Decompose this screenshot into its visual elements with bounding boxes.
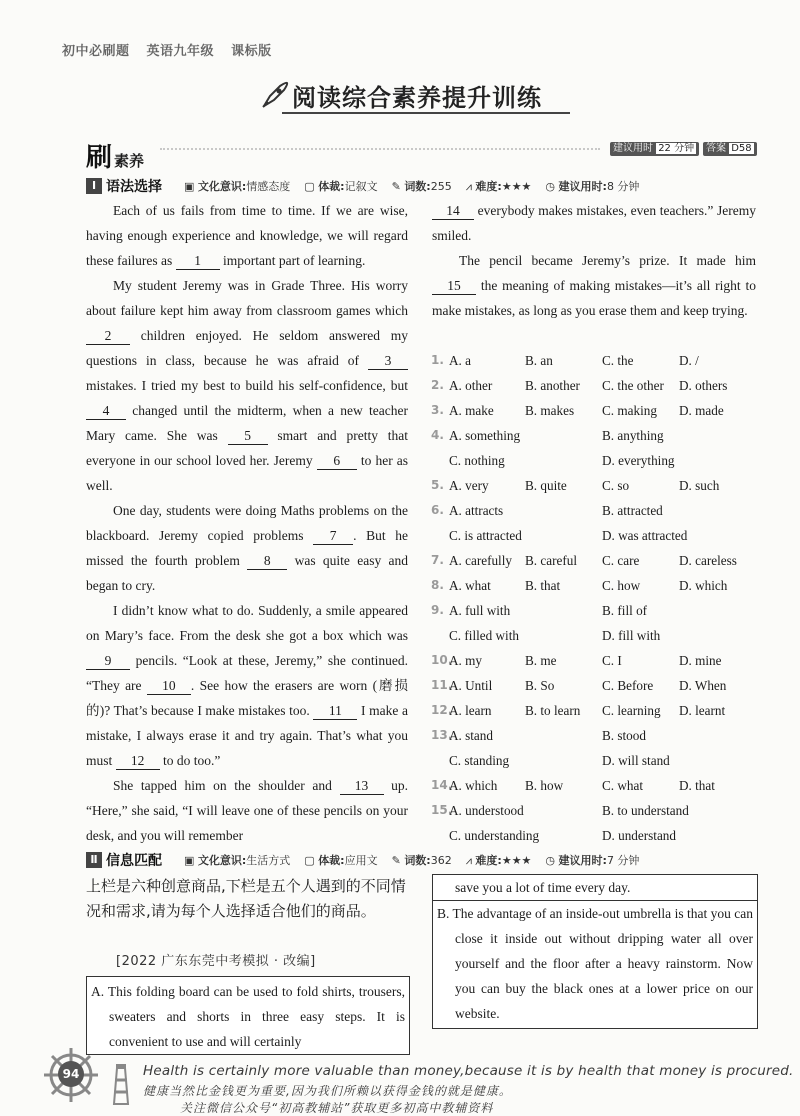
option-c: C. Before bbox=[602, 678, 654, 693]
title-underline bbox=[282, 112, 570, 114]
wordcount-meta: ✎ 词数:362 bbox=[391, 854, 452, 867]
passage-left-column bbox=[86, 198, 408, 848]
option-b: B. me bbox=[525, 653, 557, 668]
option-row bbox=[431, 373, 761, 398]
passage-right-column bbox=[432, 198, 756, 323]
section-2-header bbox=[86, 850, 756, 870]
option-b: B. fill of bbox=[602, 603, 648, 618]
option-row bbox=[431, 773, 761, 798]
question-number: 2. bbox=[431, 378, 444, 392]
item-b-text: B. The advantage of an inside-out umbrella is that you can close it inside out without dripping water all over yourself and the floor after a heavy rainstorm. Now you can buy the black ones at a lower price on our website. bbox=[433, 900, 757, 1026]
page-title-block bbox=[260, 78, 570, 114]
option-c: C. how bbox=[602, 578, 641, 593]
blank-6: 6 bbox=[317, 452, 357, 470]
footer-ad: 关注微信公众号“初高教辅站”获取更多初高中教辅资料 bbox=[180, 1101, 494, 1115]
option-b: B. another bbox=[525, 378, 580, 393]
dotted-divider bbox=[160, 148, 600, 150]
option-row bbox=[431, 648, 761, 673]
practice-header bbox=[86, 137, 144, 174]
question-number: 14. bbox=[431, 778, 453, 792]
option-b: B. makes bbox=[525, 403, 575, 418]
question-number: 4. bbox=[431, 428, 444, 442]
footer-quote-en: Health is certainly more valuable than money,because it is by health that money is procured. bbox=[143, 1063, 794, 1079]
question-number: 7. bbox=[431, 553, 444, 567]
option-d: D. learnt bbox=[679, 703, 726, 718]
blank-14: 14 bbox=[432, 202, 474, 220]
options-list bbox=[431, 348, 761, 848]
series-part: 初中必刷题 bbox=[62, 44, 130, 59]
section-2-intro: 上栏是六种创意商品,下栏是五个人遇到的不同情况和需求,请为每个人选择适合他们的商品。 bbox=[86, 877, 406, 920]
option-b: B. to understand bbox=[602, 803, 689, 818]
option-d: D. others bbox=[679, 378, 728, 393]
question-number: 12. bbox=[431, 703, 453, 717]
option-b: B. careful bbox=[525, 553, 577, 568]
culture-meta: ▣ 文化意识:情感态度 bbox=[184, 180, 291, 193]
blank-10: 10 bbox=[147, 677, 191, 695]
question-number: 3. bbox=[431, 403, 444, 417]
suggested-time-label: 建议用时 bbox=[613, 143, 653, 154]
question-number: 11. bbox=[431, 678, 453, 692]
genre-meta: ▢ 体裁:记叙文 bbox=[304, 180, 378, 193]
time-meta: ◷ 建议用时:7 分钟 bbox=[545, 854, 640, 867]
option-a: A. my bbox=[449, 653, 482, 668]
question-number: 8. bbox=[431, 578, 444, 592]
difficulty-meta: ⩘ 难度:★★★ bbox=[465, 854, 532, 867]
question-number: 9. bbox=[431, 603, 444, 617]
question-number: 13. bbox=[431, 728, 453, 742]
option-c: C. I bbox=[602, 653, 622, 668]
option-d: D. When bbox=[679, 678, 727, 693]
option-c: C. learning bbox=[602, 703, 661, 718]
option-row bbox=[431, 748, 761, 773]
option-c: C. is attracted bbox=[449, 528, 522, 543]
option-b: B. So bbox=[525, 678, 555, 693]
option-d: D. fill with bbox=[602, 628, 661, 643]
paragraph: She tapped him on the shoulder and 13 up. “Here,” she said, “I will leave one of these pencils on your desk, and you will remember bbox=[86, 778, 409, 843]
option-c: C. nothing bbox=[449, 453, 505, 468]
option-a: A. full with bbox=[449, 603, 511, 618]
option-row bbox=[431, 473, 761, 498]
suggested-time-value: 22 分钟 bbox=[658, 143, 695, 154]
answer-label: 答案 bbox=[706, 143, 726, 154]
blank-12: 12 bbox=[116, 752, 160, 770]
option-row bbox=[431, 398, 761, 423]
item-a-text: A. This folding board can be used to fold shirts, trousers, sweaters and shorts in three easy steps. It is convenient to use and will certainly bbox=[91, 984, 405, 1049]
practice-label: 素养 bbox=[114, 152, 145, 170]
option-b: B. an bbox=[525, 353, 553, 368]
culture-meta: ▣ 文化意识:生活方式 bbox=[184, 854, 291, 867]
option-row bbox=[431, 823, 761, 848]
blank-1: 1 bbox=[176, 252, 220, 270]
section-number: Ⅰ bbox=[86, 178, 102, 194]
option-d: D. that bbox=[679, 778, 715, 793]
option-d: D. such bbox=[679, 478, 720, 493]
option-row bbox=[431, 573, 761, 598]
item-a-box bbox=[86, 976, 410, 1055]
genre-meta: ▢ 体裁:应用文 bbox=[304, 854, 378, 867]
option-a: A. carefully bbox=[449, 553, 512, 568]
difficulty-meta: ⩘ 难度:★★★ bbox=[465, 180, 532, 193]
item-b-box bbox=[432, 874, 758, 1029]
option-c: C. the bbox=[602, 353, 634, 368]
option-row bbox=[431, 498, 761, 523]
blank-15: 15 bbox=[432, 277, 476, 295]
series-part: 课标版 bbox=[231, 44, 272, 59]
option-row bbox=[431, 673, 761, 698]
option-d: D. careless bbox=[679, 553, 737, 568]
option-c: C. making bbox=[602, 403, 657, 418]
option-b: B. that bbox=[525, 578, 561, 593]
option-d: D. everything bbox=[602, 453, 675, 468]
question-number: 10. bbox=[431, 653, 453, 667]
option-a: A. other bbox=[449, 378, 493, 393]
lighthouse-icon bbox=[108, 1060, 134, 1106]
blank-11: 11 bbox=[313, 702, 357, 720]
option-a: A. stand bbox=[449, 728, 493, 743]
option-d: D. which bbox=[679, 578, 728, 593]
book-series bbox=[62, 40, 284, 59]
option-c: C. care bbox=[602, 553, 640, 568]
time-meta: ◷ 建议用时:8 分钟 bbox=[545, 180, 640, 193]
brush-mark: 刷 bbox=[86, 143, 113, 173]
option-a: A. a bbox=[449, 353, 471, 368]
option-a: A. very bbox=[449, 478, 489, 493]
option-a: A. Until bbox=[449, 678, 493, 693]
option-d: D. / bbox=[679, 353, 699, 368]
blank-13: 13 bbox=[340, 777, 384, 795]
footer-quote-cn: 健康当然比金钱更为重要,因为我们所赖以获得金钱的就是健康。 bbox=[143, 1084, 512, 1098]
option-a: A. make bbox=[449, 403, 494, 418]
option-row bbox=[431, 548, 761, 573]
section-name: 语法选择 bbox=[106, 179, 162, 195]
paragraph: One day, students were doing Maths problems on the blackboard. Jeremy copied problems 7 . But he missed the fourth problem 8 was quite easy and began to cry. bbox=[86, 503, 409, 593]
option-row bbox=[431, 623, 761, 648]
source-note: [2022 广东东莞中考模拟 · 改编] bbox=[116, 954, 316, 969]
wordcount-meta: ✎ 词数:255 bbox=[391, 180, 452, 193]
item-a-continued: save you a lot of time every day. bbox=[455, 880, 631, 895]
paragraph-continued: 14 everybody makes mistakes, even teachers.” Jeremy smiled. bbox=[432, 203, 757, 243]
page-number: 94 bbox=[58, 1061, 84, 1087]
option-c: C. what bbox=[602, 778, 644, 793]
option-c: C. so bbox=[602, 478, 630, 493]
option-a: A. what bbox=[449, 578, 491, 593]
paragraph: The pencil became Jeremy’s prize. It made him 15 the meaning of making mistakes—it’s all right to make mistakes, as long as you erase them and keep trying. bbox=[432, 253, 757, 318]
option-a: A. learn bbox=[449, 703, 492, 718]
option-row bbox=[431, 448, 761, 473]
blank-2: 2 bbox=[86, 327, 130, 345]
question-number: 5. bbox=[431, 478, 444, 492]
section-number: Ⅱ bbox=[86, 852, 102, 868]
option-d: D. understand bbox=[602, 828, 676, 843]
option-d: D. made bbox=[679, 403, 724, 418]
option-b: B. how bbox=[525, 778, 564, 793]
page-title: 阅读综合素养提升训练 bbox=[292, 84, 542, 112]
option-row bbox=[431, 698, 761, 723]
rocket-icon bbox=[260, 80, 290, 110]
option-row bbox=[431, 598, 761, 623]
option-row bbox=[431, 423, 761, 448]
option-d: D. will stand bbox=[602, 753, 670, 768]
paragraph: I didn’t know what to do. Suddenly, a smile appeared on Mary’s face. From the desk she got a box which was 9 pencils. “Look at these, Jeremy,” she continued. “They are 10 . See how the erasers are worn (磨损的)? That’s because I make mistakes too. 11 I make a mistake, I always erase it and try again. That’s what you must 12 to do too.” bbox=[86, 603, 409, 768]
section-1-header bbox=[86, 176, 756, 196]
question-number: 1. bbox=[431, 353, 444, 367]
option-b: B. attracted bbox=[602, 503, 663, 518]
option-c: C. understanding bbox=[449, 828, 540, 843]
option-c: C. filled with bbox=[449, 628, 519, 643]
option-b: B. quite bbox=[525, 478, 567, 493]
section-name: 信息匹配 bbox=[106, 853, 162, 869]
answer-badge bbox=[703, 142, 757, 156]
blank-7: 7 bbox=[313, 527, 353, 545]
option-a: A. which bbox=[449, 778, 498, 793]
option-row bbox=[431, 348, 761, 373]
question-number: 6. bbox=[431, 503, 444, 517]
option-row bbox=[431, 723, 761, 748]
option-row bbox=[431, 798, 761, 823]
paragraph: My student Jeremy was in Grade Three. His worry about failure kept him away from classroom games which 2 children enjoyed. He seldom answered my questions in class, because he was afraid of 3 mistakes. I tried my best to build his self-confidence, but 4 changed until the midterm, when a new teacher Mary came. She was 5 smart and pretty that everyone in our school loved her. Jeremy 6 to her as well. bbox=[86, 278, 409, 493]
option-b: B. to learn bbox=[525, 703, 581, 718]
option-d: D. mine bbox=[679, 653, 722, 668]
question-number: 15. bbox=[431, 803, 453, 817]
series-part: 英语九年级 bbox=[146, 44, 215, 59]
blank-5: 5 bbox=[228, 427, 268, 445]
blank-9: 9 bbox=[86, 652, 130, 670]
blank-8: 8 bbox=[247, 552, 287, 570]
option-c: C. standing bbox=[449, 753, 510, 768]
option-b: B. stood bbox=[602, 728, 646, 743]
option-a: A. something bbox=[449, 428, 521, 443]
option-a: A. understood bbox=[449, 803, 524, 818]
option-c: C. the other bbox=[602, 378, 664, 393]
option-row bbox=[431, 523, 761, 548]
paragraph: Each of us fails from time to time. If we are wise, having enough experience and knowledge, we will regard these failures as 1 important part of learning. bbox=[86, 203, 408, 268]
option-d: D. was attracted bbox=[602, 528, 688, 543]
answer-page: D58 bbox=[731, 143, 752, 154]
option-a: A. attracts bbox=[449, 503, 504, 518]
option-b: B. anything bbox=[602, 428, 664, 443]
blank-3: 3 bbox=[368, 352, 408, 370]
blank-4: 4 bbox=[86, 402, 126, 420]
suggested-time-badge bbox=[610, 142, 699, 156]
